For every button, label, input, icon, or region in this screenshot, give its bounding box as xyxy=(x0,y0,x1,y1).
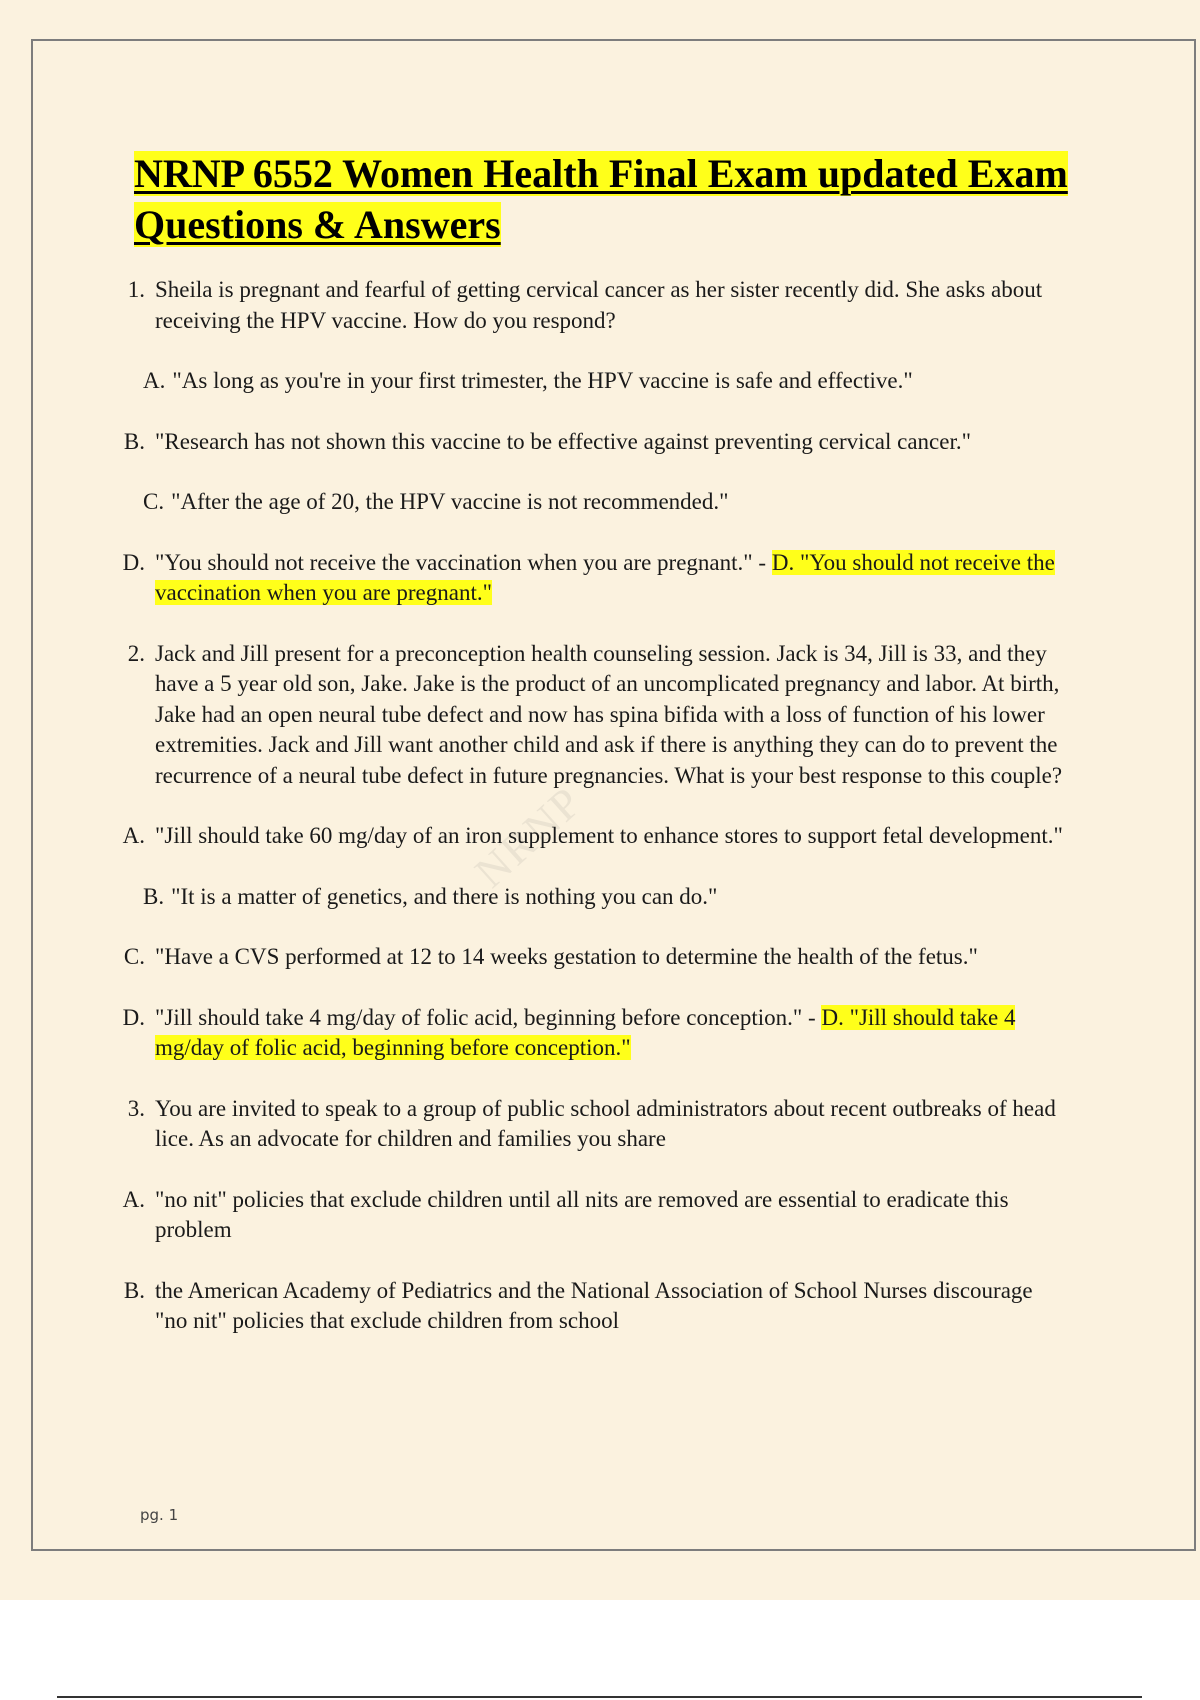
question-number: 3. xyxy=(127,1095,145,1121)
option-text: "no nit" policies that exclude children until all nits are removed are essential to eradicate this problem xyxy=(155,1186,1009,1242)
question-text: Sheila is pregnant and fearful of getting cervical cancer as her sister recently did. She asks about receiving the HPV vaccine. How do you respond? xyxy=(155,277,1043,333)
option-text: the American Academy of Pediatrics and the National Association of School Nurses discourage "no nit" policies that exclude children from school xyxy=(155,1277,1033,1333)
question-2-option-d xyxy=(110,1003,1070,1064)
option-text: "After the age of 20, the HPV vaccine is not recommended." xyxy=(171,489,729,514)
question-3 xyxy=(110,1094,1070,1155)
option-text: "Jill should take 60 mg/day of an iron supplement to enhance stores to support fetal development." xyxy=(155,823,1063,848)
page-number: pg. 1 xyxy=(140,1506,179,1524)
option-body: "You should not receive the vaccination when you are pregnant." - xyxy=(155,549,772,575)
question-text: You are invited to speak to a group of public school administrators about recent outbreaks of head lice. As an advocate for children and families you share xyxy=(155,1095,1056,1151)
question-1-option-a xyxy=(110,366,1070,397)
question-1 xyxy=(110,275,1070,336)
watermark: NRNP xyxy=(465,776,592,898)
option-letter: A. xyxy=(122,823,145,848)
option-text xyxy=(155,1003,1070,1064)
question-list xyxy=(110,275,1070,1367)
document-title-text: NRNP 6552 Women Health Final Exam updated Exam Questions & Answers xyxy=(134,151,1068,247)
question-number: 1. xyxy=(127,277,145,302)
highlighted-answer: D. "Jill should take 4 mg/day of folic acid, beginning before conception." xyxy=(155,1004,1016,1060)
document-title xyxy=(134,148,1074,250)
question-2 xyxy=(110,639,1070,792)
option-text xyxy=(155,548,1070,609)
page-separator xyxy=(57,1696,1142,1698)
option-text: "Research has not shown this vaccine to be effective against preventing cervical cancer." xyxy=(155,428,971,454)
option-letter: B. xyxy=(123,428,145,454)
question-1-option-c xyxy=(110,487,1070,518)
option-body: "Jill should take 4 mg/day of folic acid, beginning before conception." - xyxy=(155,1004,822,1030)
option-letter: D. xyxy=(122,1004,145,1030)
question-number: 2. xyxy=(127,640,145,666)
option-text: "Have a CVS performed at 12 to 14 weeks gestation to determine the health of the fetus." xyxy=(155,944,978,969)
question-2-option-a xyxy=(110,821,1070,852)
question-3-option-a xyxy=(110,1185,1070,1246)
question-1-option-b xyxy=(110,427,1070,458)
question-text: Jack and Jill present for a preconception health counseling session. Jack is 34, Jill is 33, and they have a 5 year old son, Jake. Jake is the product of an uncomplicated pregnancy and labor. At birth, Jake had an open neural tube defect and now has spina bifida with a loss of function of his lower extremities. Jack and Jill want another child and ask if there is anything they can do to prevent the recurrence of a neural tube defect in future pregnancies. What is your best response to this couple? xyxy=(155,640,1063,788)
option-letter: B. xyxy=(143,883,165,909)
option-letter: B. xyxy=(123,1277,145,1303)
option-letter: A. xyxy=(143,368,166,393)
question-1-option-d xyxy=(110,548,1070,609)
highlighted-answer: D. "You should not receive the vaccination when you are pregnant." xyxy=(155,549,1055,605)
option-text: "As long as you're in your first trimester, the HPV vaccine is safe and effective." xyxy=(172,368,913,393)
option-text: "It is a matter of genetics, and there is nothing you can do." xyxy=(171,883,718,909)
option-letter: D. xyxy=(122,549,145,575)
question-2-option-c xyxy=(110,942,1070,973)
option-letter: C. xyxy=(143,489,165,514)
question-2-option-b xyxy=(110,882,1070,913)
option-letter: A. xyxy=(122,1186,145,1212)
option-letter: C. xyxy=(123,944,145,969)
question-3-option-b xyxy=(110,1276,1070,1337)
